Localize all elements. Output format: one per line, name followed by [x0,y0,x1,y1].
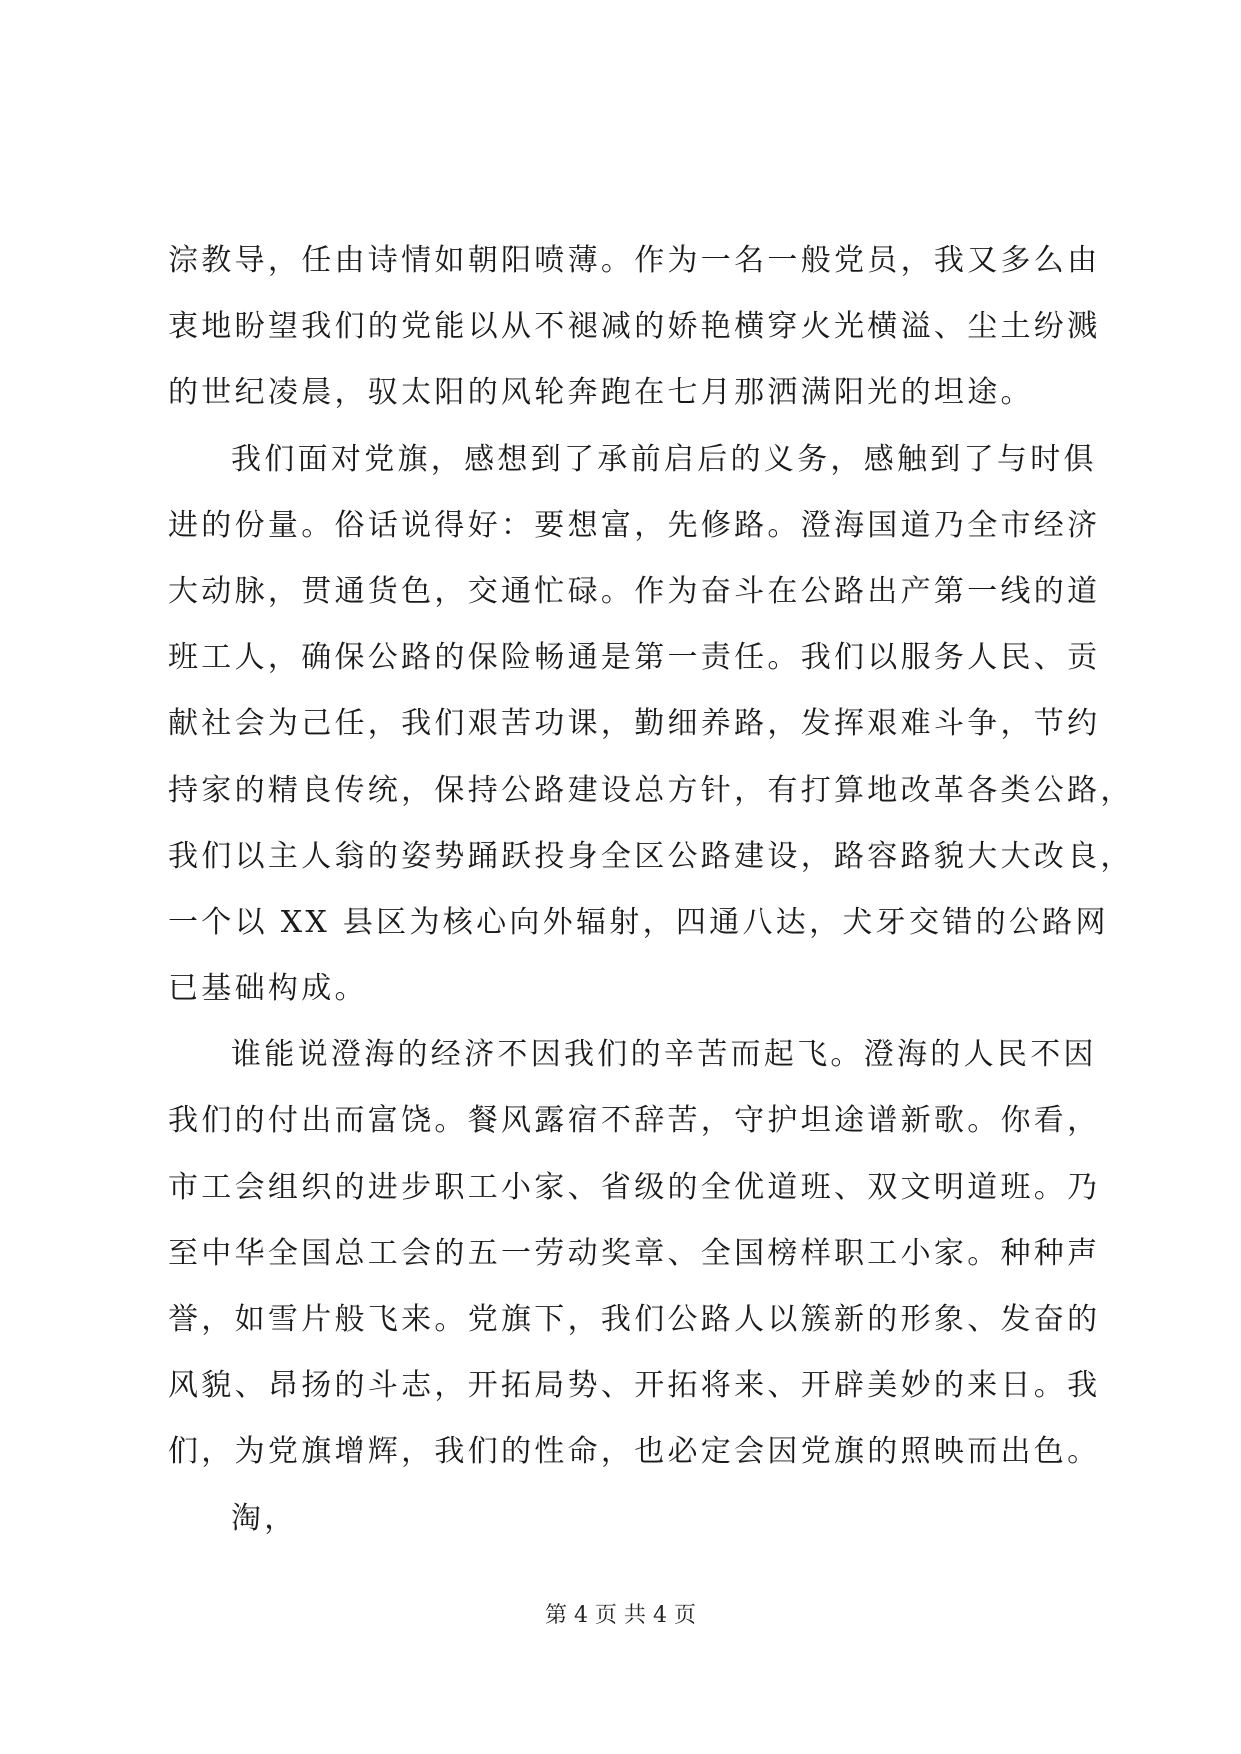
text-line: 我们的付出而富饶。餐风露宿不辞苦，守护坦途谱新歌。你看， [168,1103,1101,1139]
text-line: 大动脉，贯通货色，交通忙碌。作为奋斗在公路出产第一线的道 [168,573,1101,609]
text-line: 市工会组织的进步职工小家、省级的全优道班、双文明道班。乃 [168,1169,1101,1205]
text-line: 持家的精良传统，保持公路建设总方针，有打算地改革各类公路， [168,772,1134,808]
text-line: 献社会为己任，我们艰苦功课，勤细养路，发挥艰难斗争，节约 [168,706,1101,742]
paragraph-start-line: 我们面对党旗，感想到了承前启后的义务，感触到了与时俱 [231,441,1097,477]
text-line: 们，为党旗增辉，我们的性命，也必定会因党旗的照映而出色。 [168,1434,1101,1470]
page-number-footer: 第 4 页 共 4 页 [545,1603,696,1628]
text-line: 进的份量。俗话说得好：要想富，先修路。澄海国道乃全市经济 [168,507,1101,543]
text-line: 风貌、昂扬的斗志，开拓局势、开拓将来、开辟美妙的来日。我 [168,1368,1101,1404]
paragraph-start-line: 淘， [231,1500,298,1536]
text-line: 的世纪凌晨，驭太阳的风轮奔跑在七月那洒满阳光的坦途。 [168,375,1034,411]
text-line: 我们以主人翁的姿势踊跃投身全区公路建设，路容路貌大大改良， [168,838,1134,874]
text-line: 已基础构成。 [168,971,368,1007]
paragraph-start-line: 谁能说澄海的经济不因我们的辛苦而起飞。澄海的人民不因 [231,1037,1097,1073]
text-line: 班工人，确保公路的保险畅通是第一责任。我们以服务人民、贡 [168,640,1101,676]
document-body [168,228,1134,1552]
text-line: 誉，如雪片般飞来。党旗下，我们公路人以簇新的形象、发奋的 [168,1302,1101,1337]
text-line: 一个以 XX 县区为核心向外辐射，四通八达，犬牙交错的公路网 [168,904,1109,940]
text-line: 衷地盼望我们的党能以从不褪减的娇艳横穿火光横溢、尘土纷溅 [168,309,1101,345]
text-line: 淙教导，任由诗情如朝阳喷薄。作为一名一般党员，我又多么由 [168,243,1101,278]
text-line: 至中华全国总工会的五一劳动奖章、全国榜样职工小家。种种声 [168,1235,1101,1271]
